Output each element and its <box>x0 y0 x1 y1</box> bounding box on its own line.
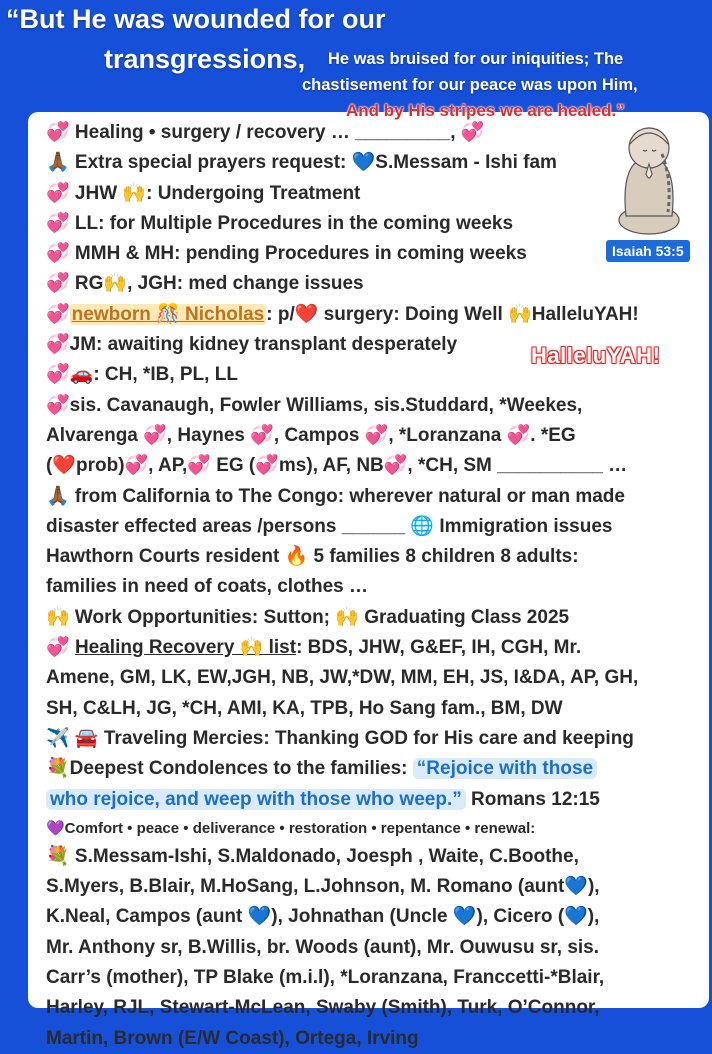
healing-recovery-list-label: Healing Recovery 🙌 list <box>74 637 297 659</box>
line-prefix: 💐Deepest Condolences to the families: <box>46 758 413 780</box>
list-line: Carr’s (mother), TP Blake (m.i.l), *Loranzana, Franccetti-*Blair, <box>46 967 605 989</box>
line-suffix: Romans 12:15 <box>465 788 600 810</box>
list-line: disaster effected areas /persons ______ 🌐 Immigration issues <box>46 515 613 537</box>
list-line: 💞 Healing • surgery / recovery … _________, 💞 <box>46 122 485 143</box>
halleluyah-sticker: HalleluYAH! <box>531 343 661 368</box>
line-suffix: : BDS, JHW, G&EF, IH, CGH, Mr. <box>296 637 582 659</box>
scripture-header-line-1: “But He was wounded for our <box>6 4 386 34</box>
isaiah-badge: Isaiah 53:5 <box>606 240 690 262</box>
list-line: 💞JM: awaiting kidney transplant desperately <box>46 334 458 356</box>
scripture-header-line-2: transgressions, <box>104 44 306 74</box>
list-line: Harley, RJL, Stewart-McLean, Swaby (Smith), Turk, O’Connor, <box>46 997 600 1019</box>
scripture-header-line-5: And by His stripes we are healed.” <box>346 101 625 120</box>
list-line: Martin, Brown (E/W Coast), Ortega, Irving <box>46 1027 419 1049</box>
romans-quote-highlight: who rejoice, and weep with those who weep.” <box>46 789 466 810</box>
list-line <box>46 300 706 330</box>
list-line: 🙏🏾 Extra special prayers request: 💙S.Messam - Ishi fam <box>46 152 557 174</box>
line-prefix: 💞 <box>46 303 70 325</box>
list-line: 💞🚗: CH, *IB, PL, LL <box>46 364 238 386</box>
list-line <box>46 754 706 784</box>
list-line: 💐 S.Messam-Ishi, S.Maldonado, Joesph , Waite, C.Boothe, <box>46 845 579 867</box>
scripture-header-line-3: He was bruised for our iniquities; The <box>328 50 624 68</box>
romans-quote-highlight: “Rejoice with those <box>413 758 597 779</box>
list-line: 💞 LL: for Multiple Procedures in the coming weeks <box>46 212 514 234</box>
list-line: Amene, GM, LK, EW,JGH, NB, JW,*DW, MM, EH, JS, I&DA, AP, GH, <box>46 667 639 689</box>
list-line: 💞 RG🙌, JGH: med change issues <box>46 273 364 295</box>
list-line: Alvarenga 💞, Haynes 💞, Campos 💞, *Loranzana 💞. *EG <box>46 424 576 446</box>
newborn-highlight: newborn 🎊 Nicholas <box>71 303 265 325</box>
list-line: 🙌 Work Opportunities: Sutton; 🙌 Graduating Class 2025 <box>46 606 570 628</box>
list-line <box>46 785 706 815</box>
list-line: ✈️ 🚘 Traveling Mercies: Thanking GOD for His care and keeping <box>46 727 634 749</box>
praying-figure-icon <box>612 120 686 238</box>
line-prefix: 💞 <box>46 637 75 659</box>
list-line: SH, C&LH, JG, *CH, AMI, KA, TPB, Ho Sang fam., BM, DW <box>46 697 563 719</box>
list-line: 🙏🏾 from California to The Congo: wherever natural or man made <box>46 485 625 507</box>
list-line: families in need of coats, clothes … <box>46 576 369 598</box>
list-line: 💞sis. Cavanaugh, Fowler Williams, sis.Studdard, *Weekes, <box>46 394 583 416</box>
list-line: 💞 MMH & MH: pending Procedures in coming weeks <box>46 243 527 265</box>
list-line: 💜Comfort • peace • deliverance • restoration • repentance • renewal: <box>46 819 536 837</box>
scripture-header-line-4: chastisement for our peace was upon Him, <box>302 76 638 94</box>
list-line: 💞 JHW 🙌: Undergoing Treatment <box>46 182 361 204</box>
list-line <box>46 633 706 663</box>
list-line: S.Myers, B.Blair, M.HoSang, L.Johnson, M. Romano (aunt💙), <box>46 876 600 898</box>
list-line: Mr. Anthony sr, B.Willis, br. Woods (aunt), Mr. Ouwusu sr, sis. <box>46 936 600 958</box>
list-line: Hawthorn Courts resident 🔥 5 families 8 children 8 adults: <box>46 546 579 568</box>
line-suffix: : p/❤️ surgery: Doing Well 🙌HalleluYAH! <box>266 303 639 325</box>
list-line: (❤️prob)💞, AP,💞 EG (💞ms), AF, NB💞, *CH, SM __________ … <box>46 455 628 477</box>
list-line: K.Neal, Campos (aunt 💙), Johnathan (Uncle 💙), Cicero (💙), <box>46 906 600 928</box>
